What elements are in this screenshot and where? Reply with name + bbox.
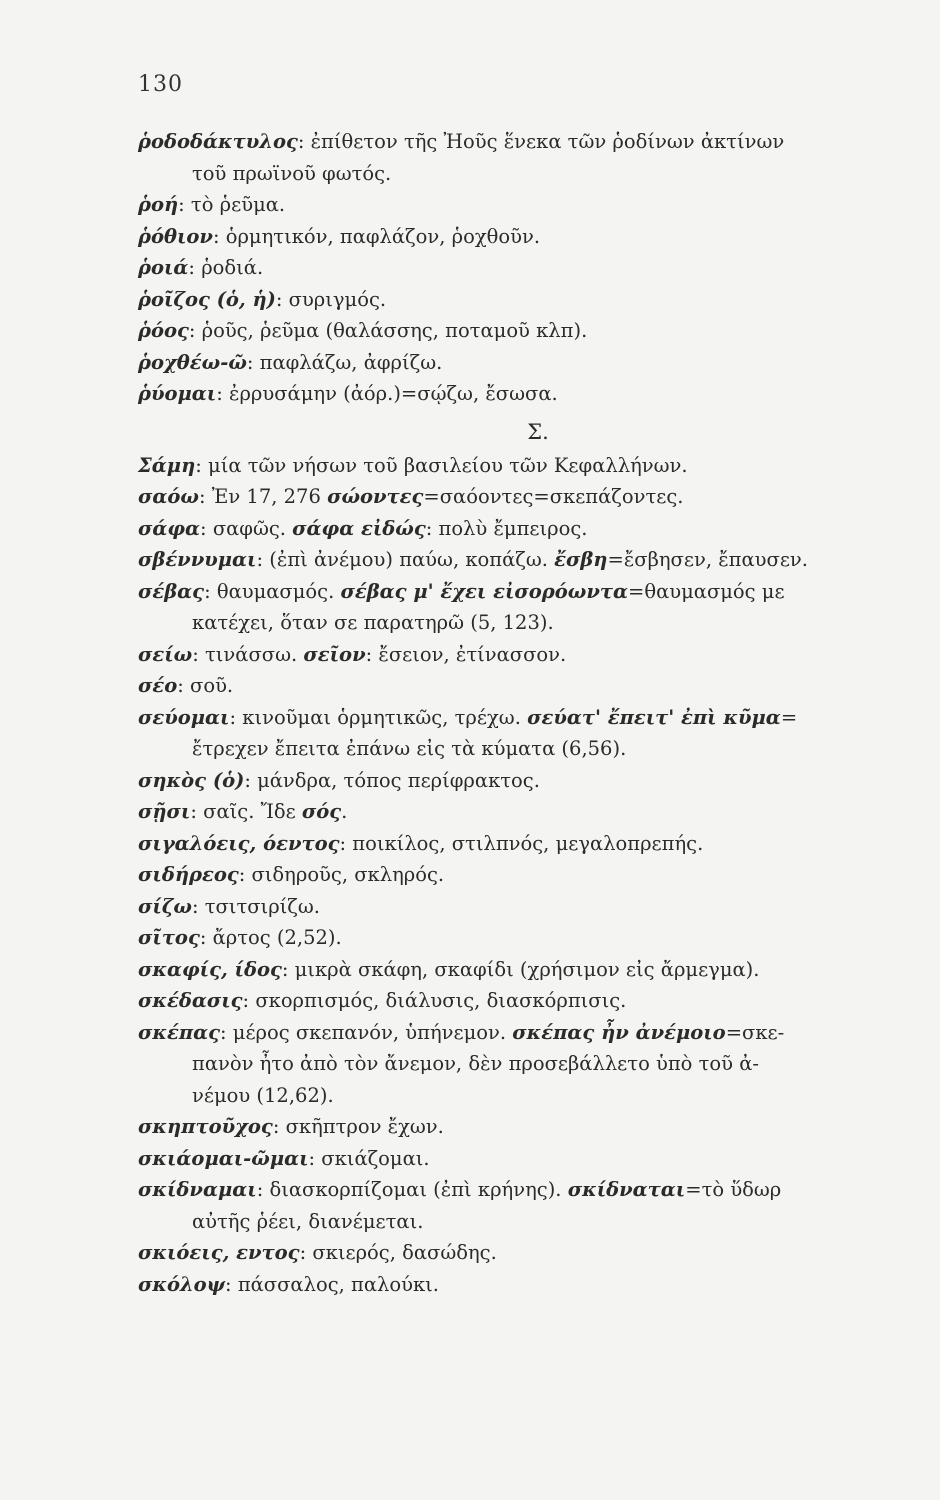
definition: : συριγμός. [275,287,387,311]
entry [138,315,878,347]
example-definition: = [780,705,798,729]
example-definition: =σαόοντες=σκεπάζοντες. [423,485,684,508]
cross-reference: σός [301,800,342,823]
definition-continuation: τοῦ πρωϊνοῦ φωτός. [192,161,392,185]
headword: σκηπτοῦχος [138,1115,273,1138]
definition: : μικρὰ σκάφη, σκαφίδι (χρήσιμον εἰς ἄρμεγμα). [281,957,760,981]
definition: : σιδηροῦς, σκληρός. [238,863,445,886]
example-phrase: σκέπας ἦν ἀνέμοιο [512,1020,726,1044]
definition: : σαῖς. Ἴδε [190,800,302,823]
headword: σκαφίς, ίδος [138,957,282,981]
definition: : κινοῦμαι ὁρμητικῶς, τρέχω. [229,705,528,729]
definition: : ῥοδιά. [188,256,264,279]
headword: σκόλοψ [138,1272,226,1296]
entry [138,513,878,545]
example-phrase: σάφα εἰδώς [292,516,426,540]
definition: : σκιάζομαι. [308,1146,430,1170]
entry [138,126,878,189]
definition: : παφλάζω, ἀφρίζω. [246,350,443,374]
definition: : διασκορπίζομαι (ἐπὶ κρήνης). [256,1178,568,1201]
headword: σεύομαι [138,705,230,729]
entry [138,1143,878,1175]
entry [138,1017,878,1112]
headword: σκέδασις [138,989,243,1012]
entry [138,481,878,513]
entry-list [138,126,878,1300]
definition: : ἐπίθετον τῆς Ἠοῦς ἕνεκα τῶν ῥοδίνων ἀκτίνων [297,130,785,153]
definition: : σκορπισμός, διάλυσις, διασκόρπισις. [242,989,627,1012]
definition: : σοῦ. [177,674,234,697]
headword: Σάμη [138,453,196,477]
headword: σίζω [138,894,192,918]
entry [138,1111,878,1143]
headword: ῥοή [138,193,179,216]
gender-note: (ὁ) [206,768,245,792]
example-phrase: ἔσβη [554,548,608,571]
definition: : ῥοῦς, ῥεῦμα (θαλάσσης, ποταμοῦ κλπ). [188,319,588,342]
headword: σάφα [138,516,201,540]
example-phrase: σέβας μ' ἔχει εἰσορόωντα [340,579,628,603]
entry [138,639,878,671]
example-phrase: σεῖον [303,642,366,666]
headword: σκίδναμαι [138,1178,257,1201]
entry [138,796,878,828]
headword: ῥύομαι [138,382,217,405]
entry [138,985,878,1017]
example-definition: : ἔσειον, ἐτίνασσον. [365,642,567,666]
example-phrase: σώοντες [327,485,424,508]
definition: : μία τῶν νήσων τοῦ βασιλείου τῶν Κεφαλλήνων. [195,453,688,477]
headword: σέβας [138,579,205,603]
definition: : τινάσσω. [192,642,304,666]
headword: ῥοῖζος [138,287,210,311]
gender-note: (ὁ, ἡ) [209,287,276,311]
headword: σῇσι [138,800,191,823]
headword: ῥόθιον [138,224,213,248]
definition: : ποικίλος, στιλπνός, μεγαλοπρεπής. [339,831,704,855]
definition: : σαφῶς. [200,516,293,540]
definition: : Ἐν 17, 276 [198,485,328,508]
entry [138,828,878,860]
entry [138,954,878,986]
headword: ῥοιά [138,256,189,279]
definition: : πάσσαλος, παλούκι. [225,1272,439,1296]
definition: : ἄρτος (2,52). [199,926,342,949]
entry [138,347,878,379]
definition: : ἐρρυσάμην (ἀόρ.)=σῴζω, ἔσωσα. [216,382,558,405]
headword: σέο [138,674,178,697]
definition-continuation: αὐτῆς ῥέει, διανέμεται. [192,1209,424,1233]
entry [138,189,878,221]
entry [138,670,878,702]
entry [138,221,878,253]
definition: : (ἐπὶ ἀνέμου) παύω, κοπάζω. [256,548,555,571]
example-definition: =σκε- [725,1020,785,1044]
entry [138,1269,878,1301]
example-definition: =ἔσβησεν, ἔπαυσεν. [607,548,808,571]
headword: σείω [138,642,193,666]
headword: σιδήρεος [138,863,239,886]
entry [138,1174,878,1237]
punctuation: . [341,800,348,823]
page-number: 130 [138,72,183,97]
headword: σκέπας [138,1020,220,1044]
headword: σκιόεις, εντος [138,1241,300,1264]
entry [138,576,878,639]
example-phrase: σκίδναται [567,1178,686,1201]
headword: σκιάομαι-ῶμαι [138,1146,309,1170]
definition-continuation: νέμου (12,62). [192,1083,334,1107]
definition: : ὁρμητικόν, παφλάζον, ῥοχθοῦν. [212,224,541,248]
entry [138,859,878,891]
entry [138,544,878,576]
example-phrase: σεύατ' ἔπειτ' ἐπὶ κῦμα [527,705,781,729]
entry [138,450,878,482]
entry [138,378,878,410]
example-definition: =θαυμασμός με [628,579,785,603]
entry [138,922,878,954]
headword: σηκὸς [138,768,207,792]
definition: : σκιερός, δασώδης. [299,1241,497,1264]
entry [138,891,878,923]
entry [138,1237,878,1269]
definition: : μέρος σκεπανόν, ὑπήνεμον. [220,1020,513,1044]
example-definition: =τὸ ὕδωρ [685,1178,782,1201]
section-heading: Σ. [527,419,549,444]
definition: : μάνδρα, τόπος περίφρακτος. [244,768,540,792]
definition: : θαυμασμός. [204,579,341,603]
definition: : τὸ ῥεῦμα. [178,193,286,216]
entry [138,765,878,797]
headword: σιγαλόεις, όεντος [138,831,340,855]
definition-continuation: ἔτρεχεν ἔπειτα ἐπάνω εἰς τὰ κύματα (6,56). [192,737,627,760]
entry [138,252,878,284]
definition-continuation: κατέχει, ὅταν σε παρατηρῶ (5, 123). [192,611,554,634]
headword: σαόω [138,485,199,508]
headword: ῥοδοδάκτυλος [138,130,298,153]
headword: ῥόος [138,319,189,342]
definition-continuation: πανὸν ἦτο ἀπὸ τὸν ἄνεμον, δὲν προσεβάλλετο ὑπὸ τοῦ ἀ- [192,1052,759,1075]
headword: σῖτος [138,926,200,949]
definition: : σκῆπτρον ἔχων. [272,1115,444,1138]
entry [138,284,878,316]
headword: ῥοχθέω-ῶ [138,350,247,374]
headword: σβέννυμαι [138,548,257,571]
entry [138,702,878,765]
example-definition: : πολὺ ἔμπειρος. [425,516,588,540]
definition: : τσιτσιρίζω. [191,894,320,918]
